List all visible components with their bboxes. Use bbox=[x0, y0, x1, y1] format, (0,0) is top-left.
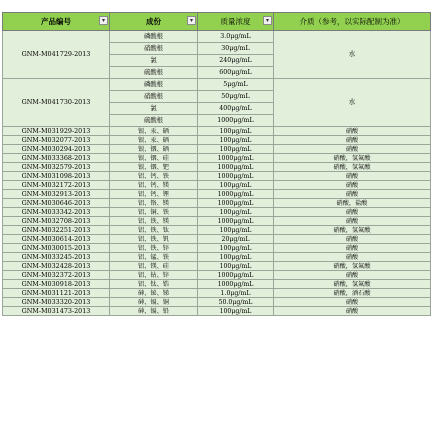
table-row bbox=[3, 298, 431, 307]
component-cell[interactable]: 铝、钛、锆 bbox=[110, 280, 198, 289]
concentration-line: 3.0μg/mL bbox=[198, 31, 273, 43]
component-cell[interactable] bbox=[110, 31, 198, 79]
header-component-label: 成份 bbox=[146, 17, 161, 26]
medium-cell[interactable]: 硝酸 bbox=[274, 244, 431, 253]
concentration-cell[interactable]: 1000μg/mL bbox=[198, 163, 274, 172]
concentration-cell[interactable]: 1000μg/mL bbox=[198, 154, 274, 163]
component-cell[interactable]: 砷、铋、锑 bbox=[110, 289, 198, 298]
component-cell[interactable]: 铝、钙、铁 bbox=[110, 172, 198, 181]
medium-cell[interactable]: 硝酸 bbox=[274, 172, 431, 181]
filter-dropdown-icon[interactable]: ▾ bbox=[99, 16, 108, 25]
component-line: 硝酸根 bbox=[110, 43, 197, 55]
concentration-cell[interactable]: 1000μg/mL bbox=[198, 199, 274, 208]
concentration-cell[interactable]: 1000μg/mL bbox=[198, 190, 274, 199]
table-row bbox=[3, 307, 431, 316]
product-code-cell[interactable]: GNM-M032172-2013 bbox=[3, 181, 110, 190]
medium-cell[interactable]: 水 bbox=[274, 31, 431, 79]
component-line: 氯 bbox=[110, 103, 197, 115]
component-cell[interactable]: 银、汞、硒 bbox=[110, 136, 198, 145]
group-row bbox=[3, 79, 431, 127]
medium-cell[interactable]: 硝酸 bbox=[274, 145, 431, 154]
product-code-cell[interactable]: GNM-M030918-2013 bbox=[3, 280, 110, 289]
component-cell[interactable]: 铝、铜、铁 bbox=[110, 208, 198, 217]
medium-cell[interactable]: 硝酸 bbox=[274, 253, 431, 262]
product-code-cell[interactable]: GNM-M032251-2013 bbox=[3, 226, 110, 235]
header-code bbox=[3, 13, 110, 31]
product-code-cell[interactable]: GNM-M031473-2013 bbox=[3, 307, 110, 316]
product-code-cell[interactable]: GNM-M032428-2013 bbox=[3, 262, 110, 271]
component-line: 硝酸根 bbox=[110, 91, 197, 103]
table-row bbox=[3, 145, 431, 154]
component-cell[interactable]: 铝、钻、锌 bbox=[110, 271, 198, 280]
concentration-line: 600μg/mL bbox=[219, 69, 252, 76]
table-body bbox=[3, 31, 431, 316]
medium-cell[interactable]: 硝酸，酒石酸 bbox=[274, 289, 431, 298]
table-row bbox=[3, 262, 431, 271]
concentration-cell[interactable] bbox=[198, 79, 274, 127]
component-line: 硫酸根 bbox=[144, 117, 163, 124]
spreadsheet-view bbox=[2, 12, 430, 316]
product-code-cell[interactable]: GNM-M033342-2013 bbox=[3, 208, 110, 217]
medium-cell[interactable]: 硝酸 bbox=[274, 235, 431, 244]
concentration-cell[interactable]: 1000μg/mL bbox=[198, 280, 274, 289]
table-row bbox=[3, 235, 431, 244]
product-code-cell[interactable]: GNM-M032077-2013 bbox=[3, 136, 110, 145]
medium-cell[interactable]: 硝酸 bbox=[274, 307, 431, 316]
concentration-line: 400μg/mL bbox=[198, 103, 273, 115]
product-code-cell[interactable]: GNM-M032372-2013 bbox=[3, 271, 110, 280]
component-cell[interactable]: 铝、铁、锌 bbox=[110, 244, 198, 253]
product-code-cell[interactable]: GNM-M041729-2013 bbox=[3, 31, 110, 79]
concentration-cell[interactable]: 100μg/mL bbox=[198, 262, 274, 271]
table-row bbox=[3, 181, 431, 190]
concentration-line: 1000μg/mL bbox=[217, 117, 254, 124]
filter-dropdown-icon[interactable]: ▾ bbox=[187, 16, 196, 25]
concentration-line: 30μg/mL bbox=[198, 43, 273, 55]
concentration-cell[interactable]: 1000μg/mL bbox=[198, 172, 274, 181]
table-row bbox=[3, 172, 431, 181]
medium-cell[interactable]: 硝酸 bbox=[274, 136, 431, 145]
header-medium-label: 介质（参考，以实际配制为准） bbox=[299, 17, 405, 26]
component-cell[interactable]: 铝、铁、钛 bbox=[110, 226, 198, 235]
medium-cell[interactable]: 硝酸 bbox=[274, 271, 431, 280]
product-code-cell[interactable]: GNM-M030294-2013 bbox=[3, 145, 110, 154]
table-row bbox=[3, 154, 431, 163]
component-cell[interactable]: 铝、铁、钒 bbox=[110, 235, 198, 244]
header-component bbox=[110, 13, 198, 31]
product-table bbox=[2, 12, 431, 316]
concentration-cell[interactable]: 100μg/mL bbox=[198, 208, 274, 217]
table-row bbox=[3, 289, 431, 298]
header-code-label: 产品编号 bbox=[41, 17, 71, 26]
concentration-cell[interactable]: 100μg/mL bbox=[198, 136, 274, 145]
table-row bbox=[3, 217, 431, 226]
component-cell[interactable]: 铝、钙、镁 bbox=[110, 181, 198, 190]
concentration-cell[interactable]: 20μg/mL bbox=[198, 235, 274, 244]
table-row bbox=[3, 136, 431, 145]
component-cell[interactable]: 铝、钙、锂 bbox=[110, 190, 198, 199]
component-cell[interactable]: 铝、铁、镁 bbox=[110, 217, 198, 226]
component-cell[interactable]: 银、汞、硒 bbox=[110, 127, 198, 136]
concentration-cell[interactable]: 1000μg/mL bbox=[198, 271, 274, 280]
component-line: 硫酸根 bbox=[144, 69, 163, 76]
medium-cell[interactable]: 硝酸 bbox=[274, 181, 431, 190]
component-cell[interactable] bbox=[110, 79, 198, 127]
product-code-cell[interactable]: GNM-M031121-2013 bbox=[3, 289, 110, 298]
concentration-cell[interactable]: 1000μg/mL bbox=[198, 217, 274, 226]
medium-cell[interactable]: 硝酸，氢氟酸 bbox=[274, 163, 431, 172]
concentration-cell[interactable]: 100μg/mL bbox=[198, 226, 274, 235]
product-code-cell[interactable]: GNM-M032913-2013 bbox=[3, 190, 110, 199]
concentration-cell[interactable]: 1.0μg/mL bbox=[198, 289, 274, 298]
medium-cell[interactable]: 硝酸，氢氟酸 bbox=[274, 226, 431, 235]
table-row bbox=[3, 199, 431, 208]
concentration-cell[interactable]: 100μg/mL bbox=[198, 127, 274, 136]
medium-cell[interactable]: 硝酸 bbox=[274, 190, 431, 199]
component-line: 磷酸根 bbox=[110, 31, 197, 43]
concentration-line: 240μg/mL bbox=[198, 55, 273, 67]
table-row bbox=[3, 280, 431, 289]
product-code-cell[interactable]: GNM-M030614-2013 bbox=[3, 235, 110, 244]
component-cell[interactable]: 铝、镁、硅 bbox=[110, 262, 198, 271]
medium-cell[interactable]: 硝酸 bbox=[274, 127, 431, 136]
medium-cell[interactable]: 硝酸，氢氟酸 bbox=[274, 154, 431, 163]
product-code-cell[interactable]: GNM-M032579-2013 bbox=[3, 163, 110, 172]
concentration-cell[interactable]: 100μg/mL bbox=[198, 253, 274, 262]
header-row bbox=[3, 13, 431, 31]
concentration-cell[interactable]: 100μg/mL bbox=[198, 244, 274, 253]
concentration-cell[interactable]: 100μg/mL bbox=[198, 181, 274, 190]
table-row bbox=[3, 226, 431, 235]
concentration-cell[interactable]: 50.0μg/mL bbox=[198, 298, 274, 307]
medium-cell[interactable]: 硝酸，氢氟酸 bbox=[274, 280, 431, 289]
product-code-cell[interactable]: GNM-M033368-2013 bbox=[3, 154, 110, 163]
component-cell[interactable]: 银、铟、钯 bbox=[110, 163, 198, 172]
table-row bbox=[3, 190, 431, 199]
product-code-cell[interactable]: GNM-M041730-2013 bbox=[3, 79, 110, 127]
table-row bbox=[3, 127, 431, 136]
header-medium bbox=[274, 13, 431, 31]
table-row bbox=[3, 163, 431, 172]
component-line: 氯 bbox=[110, 55, 197, 67]
component-cell[interactable]: 银、铟、硅 bbox=[110, 154, 198, 163]
product-code-cell[interactable]: GNM-M031929-2013 bbox=[3, 127, 110, 136]
table-row bbox=[3, 208, 431, 217]
product-code-cell[interactable]: GNM-M031098-2013 bbox=[3, 172, 110, 181]
table-row bbox=[3, 253, 431, 262]
table-row bbox=[3, 271, 431, 280]
header-concentration bbox=[198, 13, 274, 31]
product-code-cell[interactable]: GNM-M032708-2013 bbox=[3, 217, 110, 226]
filter-dropdown-icon[interactable]: ▾ bbox=[263, 16, 272, 25]
concentration-line: 50μg/mL bbox=[198, 91, 273, 103]
concentration-line: 5μg/mL bbox=[198, 79, 273, 91]
component-cell[interactable]: 铝、锰、铁 bbox=[110, 253, 198, 262]
group-row bbox=[3, 31, 431, 79]
component-cell[interactable]: 砷、镉、铜 bbox=[110, 298, 198, 307]
medium-cell[interactable]: 硝酸 bbox=[274, 208, 431, 217]
component-cell[interactable]: 砷、镉、铅 bbox=[110, 307, 198, 316]
product-code-cell[interactable]: GNM-M033245-2013 bbox=[3, 253, 110, 262]
medium-cell[interactable]: 硝酸，盐酸 bbox=[274, 199, 431, 208]
table-row bbox=[3, 244, 431, 253]
component-cell[interactable]: 铝、铬、镁 bbox=[110, 199, 198, 208]
component-cell[interactable]: 银、铟、硒 bbox=[110, 145, 198, 154]
product-code-cell[interactable]: GNM-M030646-2013 bbox=[3, 199, 110, 208]
concentration-cell[interactable]: 100μg/mL bbox=[198, 145, 274, 154]
medium-cell[interactable]: 硝酸 bbox=[274, 298, 431, 307]
medium-cell[interactable]: 硝酸，氢氟酸 bbox=[274, 262, 431, 271]
product-code-cell[interactable]: GNM-M030015-2013 bbox=[3, 244, 110, 253]
medium-cell[interactable]: 水 bbox=[274, 79, 431, 127]
concentration-cell[interactable] bbox=[198, 31, 274, 79]
product-code-cell[interactable]: GNM-M033320-2013 bbox=[3, 298, 110, 307]
component-line: 磷酸根 bbox=[110, 79, 197, 91]
header-concentration-label: 质量浓度 bbox=[220, 17, 251, 26]
medium-cell[interactable]: 硝酸 bbox=[274, 217, 431, 226]
concentration-cell[interactable]: 100μg/mL bbox=[198, 307, 274, 316]
